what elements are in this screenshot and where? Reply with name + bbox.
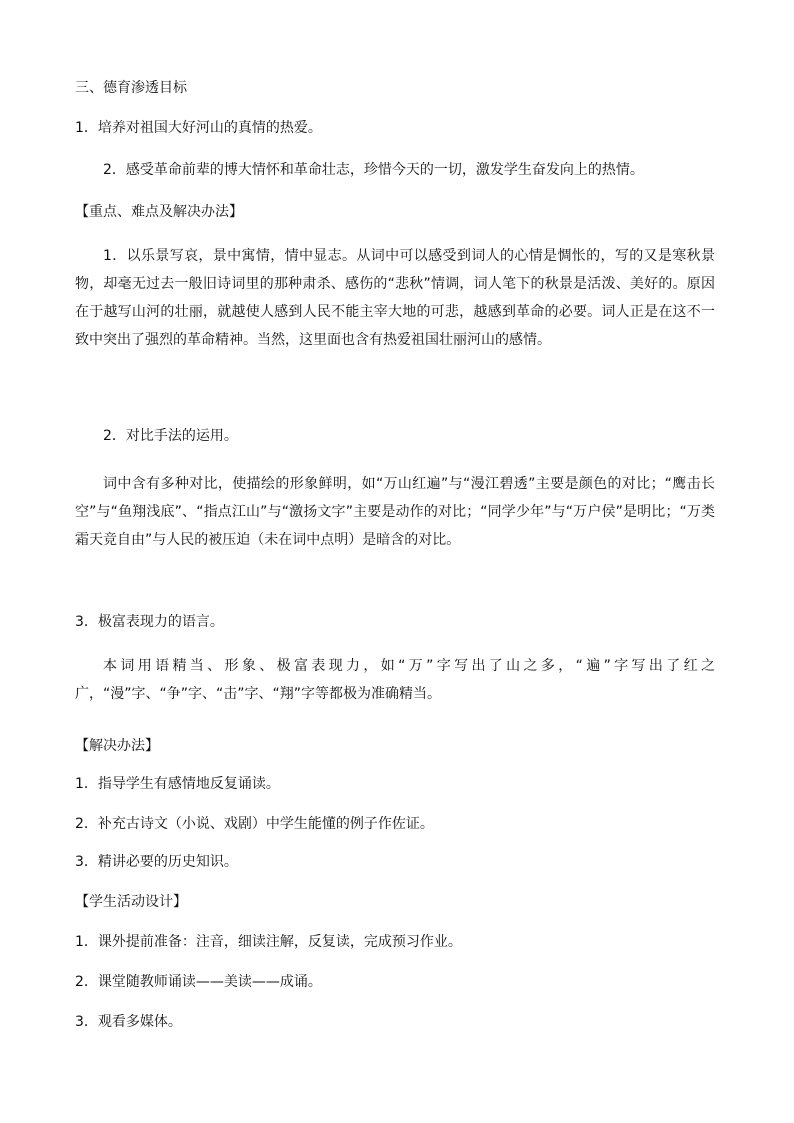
key-point-1-paragraph: 1．以乐景写哀，景中寓情，情中显志。从词中可以感受到词人的心情是惆怅的，写的又是寒秋景物，却毫无过去一般旧诗词里的那种肃杀、感伤的“悲秋”情调，词人笔下的秋景是活泼、美好的。原因在于越写山河的壮丽，就越使人感到人民不能主宰大地的可悲，越感到革命的必要。词人正是在这不一致中突出了强烈的革命精神。当然，这里面也含有热爱祖国壮丽河山的感情。 [75, 248, 715, 348]
moral-item-2: 2．感受革命前辈的博大情怀和革命壮志，珍惜今天的一切，激发学生奋发向上的热情。 [103, 162, 644, 178]
section-heading-key-points: 【重点、难点及解决办法】 [75, 204, 243, 220]
activity-item-1: 1．课外提前准备：注音，细读注解，反复读，完成预习作业。 [75, 934, 462, 950]
section-heading-solutions: 【解决办法】 [75, 738, 159, 754]
key-point-2: 2．对比手法的运用。 [103, 428, 238, 444]
moral-item-1: 1．培养对祖国大好河山的真情的热爱。 [75, 120, 322, 136]
section-heading-moral: 三、德育渗透目标 [75, 80, 187, 96]
key-point-2-paragraph: 词中含有多种对比，使描绘的形象鲜明，如“万山红遍”与“漫江碧透”主要是颜色的对比；“鹰击长空”与“鱼翔浅底”、“指点江山”与“激扬文字”主要是动作的对比；“同学少年”与“万户侯”是明比；“万类霜天竞自由”与人民的被压迫（未在词中点明）是暗含的对比。 [75, 476, 715, 548]
activity-item-3: 3．观看多媒体。 [75, 1014, 182, 1030]
key-point-3: 3．极富表现力的语言。 [75, 614, 224, 630]
solution-item-3: 3．精讲必要的历史知识。 [75, 854, 238, 870]
activity-item-2: 2．课堂随教师诵读——美读——成诵。 [75, 974, 322, 990]
solution-item-1: 1．指导学生有感情地反复诵读。 [75, 776, 280, 792]
key-point-3-paragraph: 本词用语精当、形象、极富表现力，如“万”字写出了山之多，“遍”字写出了红之广，“漫”字、“争”字、“击”字、“翔”字等都极为准确精当。 [75, 658, 715, 702]
solution-item-2: 2．补充古诗文（小说、戏剧）中学生能懂的例子作佐证。 [75, 816, 434, 832]
section-heading-activities: 【学生活动设计】 [75, 894, 187, 910]
